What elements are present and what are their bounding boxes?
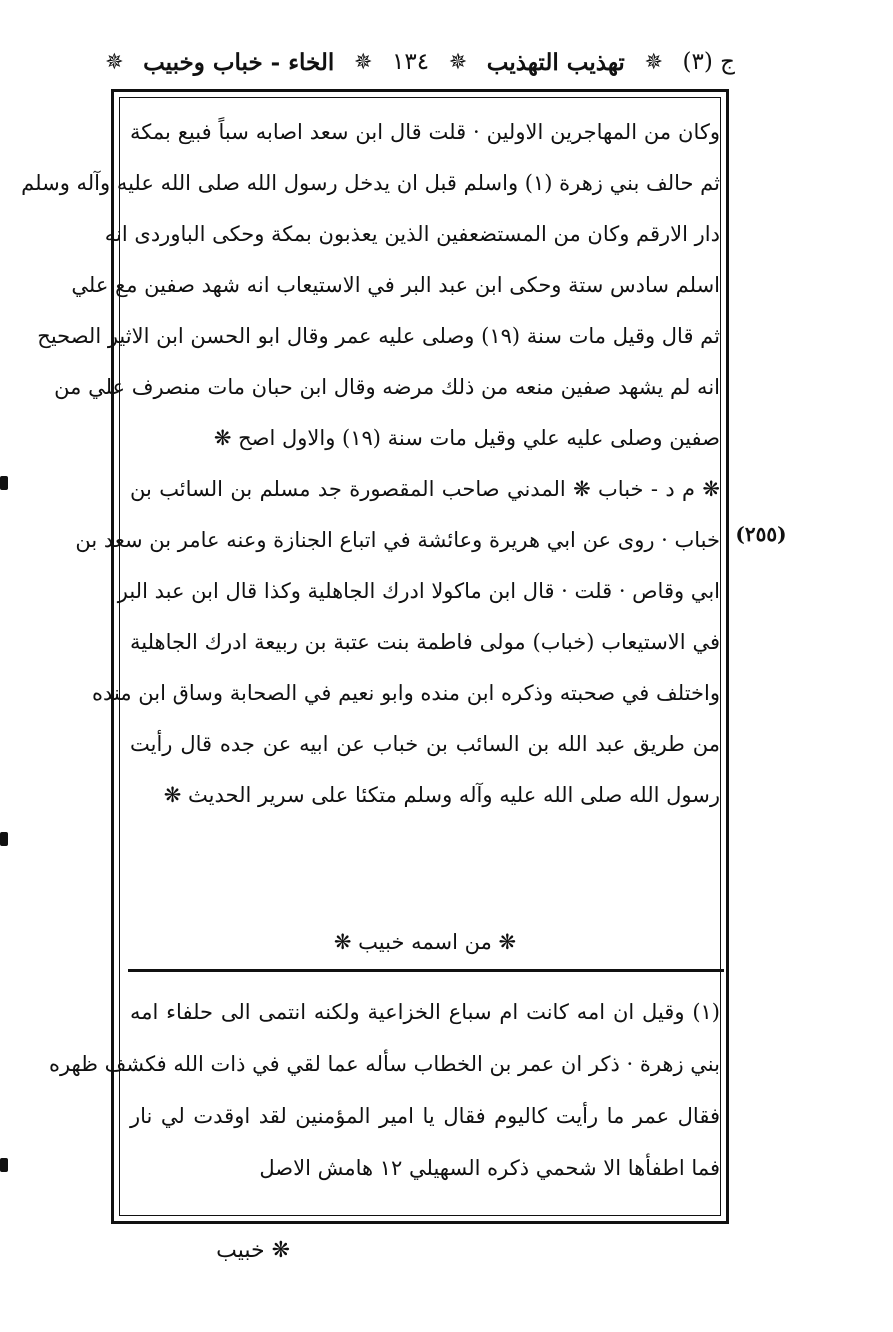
body-line: وكان من المهاجرين الاولين · قلت قال ابن سعد اصابه سباً فبيع بمكة — [130, 120, 720, 144]
volume-label: ج (٣) — [682, 49, 735, 75]
footnote-line: (١) وقيل ان امه كانت ام سباع الخزاعية ولكنه انتمى الى حلفاء امه — [130, 1000, 720, 1024]
body-line: ❋ م د - خباب ❋ المدني صاحب المقصورة جد مسلم بن السائب بن — [130, 477, 720, 501]
footnote-line: بني زهرة · ذكر ان عمر بن الخطاب سأله عما لقي في ذات الله فكشف ظهره — [48, 1052, 720, 1076]
footnote-line: فما اطفأها الا شحمي ذكره السهيلي ١٢ هامش الاصل — [259, 1156, 720, 1180]
scan-mark — [0, 476, 8, 490]
scan-mark — [0, 1158, 8, 1172]
body-line: دار الارقم وكان من المستضعفين الذين يعذبون بمكة وحكى الباوردى انه — [104, 222, 720, 246]
star-ornament-icon: ✵ — [448, 49, 468, 75]
page-header — [105, 40, 735, 84]
body-line: واختلف في صحبته وذكره ابن منده وابو نعيم في الصحابة وساق ابن منده — [91, 681, 720, 705]
body-line: خباب · روى عن ابي هريرة وعائشة في اتباع الجنازة وعنه عامر بن سعد بن — [75, 528, 720, 552]
body-line: ابي وقاص · قلت · قال ابن ماكولا ادرك الجاهلية وكذا قال ابن عبد البر — [117, 579, 720, 603]
star-ornament-icon: ✵ — [105, 49, 124, 75]
body-line: صفين وصلى عليه علي وقيل مات سنة (١٩) والاول اصح ❋ — [213, 426, 720, 450]
entry-number: (٢٥٥) — [735, 522, 787, 546]
star-ornament-icon: ✵ — [354, 49, 373, 75]
section-heading: ❋ من اسمه خبيب ❋ — [333, 930, 517, 954]
section-title: الخاء - خباب وخبيب — [143, 48, 335, 76]
body-line: في الاستيعاب (خباب) مولى فاطمة بنت عتبة بن ربيعة ادرك الجاهلية — [130, 630, 720, 654]
body-line: اسلم سادس ستة وحكى ابن عبد البر في الاستيعاب انه شهد صفين مع علي — [71, 273, 720, 297]
star-ornament-icon: ✵ — [644, 49, 663, 75]
catchword: ❋ خبيب — [216, 1238, 290, 1263]
body-line: من طريق عبد الله بن السائب بن خباب عن ابيه عن جده قال رأيت — [130, 732, 720, 756]
book-title: تهذيب التهذيب — [486, 48, 625, 76]
footnote-divider — [128, 969, 724, 972]
body-line: رسول الله صلى الله عليه وآله وسلم متكئا على سرير الحديث ❋ — [163, 783, 720, 807]
body-line: ثم حالف بني زهرة (١) واسلم قبل ان يدخل رسول الله صلى الله عليه وآله وسلم — [21, 171, 720, 195]
footnote-line: فقال عمر ما رأيت كاليوم فقال يا امير المؤمنين لقد اوقدت لي نار — [130, 1104, 720, 1128]
body-line: ثم قال وقيل مات سنة (١٩) وصلى عليه عمر وقال ابو الحسن ابن الاثير الصحيح — [37, 324, 720, 348]
body-line: انه لم يشهد صفين منعه من ذلك مرضه وقال ابن حبان مات منصرف علي من — [54, 375, 720, 399]
page-number: ١٣٤ — [392, 49, 430, 75]
scan-mark — [0, 832, 8, 846]
